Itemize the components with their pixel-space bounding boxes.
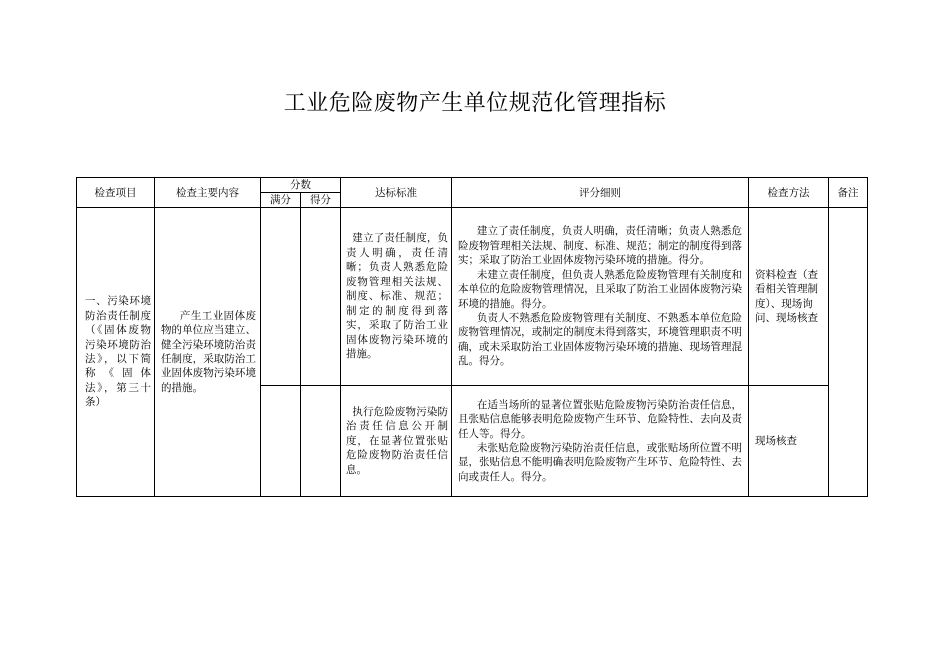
header-row (77, 178, 868, 193)
check-content-text: 产生工业固体废物的单位应当建立、健全污染环境防治责任制度，采取防治工业固体废物污染环境的措施。 (161, 309, 256, 394)
full-score-cell (261, 208, 301, 386)
header-content: 检查主要内容 (155, 178, 261, 208)
got-score-cell (301, 208, 341, 386)
header-item: 检查项目 (77, 178, 155, 208)
rules-cell (452, 386, 749, 497)
header-note: 备注 (829, 178, 868, 208)
full-score-cell (261, 386, 301, 497)
header-got-score: 得分 (301, 193, 341, 208)
method-cell (749, 386, 829, 497)
header-method: 检查方法 (749, 178, 829, 208)
rules-cell (452, 208, 749, 386)
rule-paragraph: 负责人不熟悉危险废物管理有关制度、不熟悉本单位危险废物管理情况，或制定的制度未得到落实，环境管理职责不明确，或未采取防治工业固体废物污染环境的措施、现场管理混乱。得分。 (458, 311, 742, 368)
rule-paragraph: 建立了责任制度，负责人明确，责任清晰；负责人熟悉危险废物管理相关法规、制度、标准、规范；制定的制度得到落实；采取了防治工业固体废物污染环境的措施。得分。 (458, 225, 742, 267)
page-title: 工业危险废物产生单位规范化管理指标 (283, 91, 667, 116)
header-rules: 评分细则 (452, 178, 749, 208)
header-score: 分数 (261, 178, 341, 193)
rule-paragraph: 在适当场所的显著位置张贴危险废物污染防治责任信息，且张贴信息能够表明危险废物产生环节、危险特性、去向及责任人等。得分。 (458, 398, 742, 440)
method-text: 现场核查 (755, 434, 797, 447)
check-item-text: 一、污染环境防治责任制度（《固体废物污染环境防治法》，以下简称《固体法》，第三十条） (85, 295, 151, 409)
rule-paragraph: 未建立责任制度，但负责人熟悉危险废物管理有关制度和本单位的危险废物管理情况，且采取了防治工业固体废物污染环境的措施。得分。 (458, 268, 742, 310)
standard-text: 执行危险废物污染防治责任信息公开制度，在显著位置张贴危险废物防治责任信息。 (346, 405, 448, 476)
got-score-cell (301, 386, 341, 497)
method-cell (749, 208, 829, 386)
method-text: 资料检查（查看相关管理制度）、现场询问、现场核查 (755, 268, 818, 324)
note-cell (829, 208, 868, 497)
check-item-cell (77, 208, 155, 497)
header-full-score: 满分 (261, 193, 301, 208)
table-row (77, 208, 868, 386)
indicator-table (76, 177, 868, 497)
standard-cell (341, 386, 452, 497)
standard-cell (341, 208, 452, 386)
rule-paragraph: 未张贴危险废物污染防治责任信息，或张贴场所位置不明显，张贴信息不能明确表明危险废物产生环节、危险特性、去向或责任人。得分。 (458, 442, 742, 483)
header-standard: 达标标准 (341, 178, 452, 208)
check-content-cell (155, 208, 261, 497)
standard-text: 建立了责任制度，负责人明确，责任清晰；负责人熟悉危险废物管理相关法规、制度、标准、规范；制定的制度得到落实，采取了防治工业固体废物污染环境的措施。 (346, 232, 448, 361)
